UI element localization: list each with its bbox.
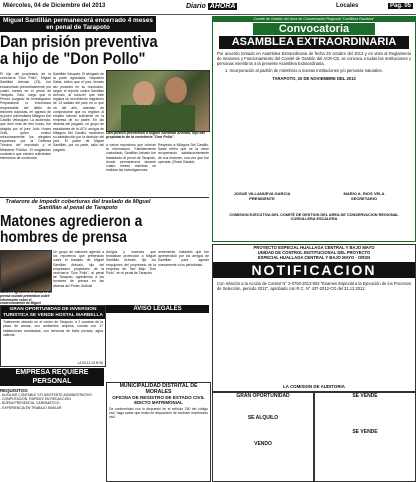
notificacion-box: [212, 244, 416, 392]
convocatoria-body: Por acuerdo tomado en Asamblea Extraordinaria de fecha 25 octubre del 2013 y en vista al Reglamento de Sesiones y Funcionamiento del Comité de Gestión del ACR-CE, se convoca a todas las Instituciones y personas miembros a la presente Asamblea Extraordinaria.: [217, 51, 411, 66]
oportunidad-title: GRAN OPORTUNIDAD: [236, 393, 290, 399]
issue-date: Miércoles, 04 de Diciembre del 2013: [3, 3, 106, 9]
story1-body-col3: a varios reporteros que cubrían la información. Familiarmente custodiado, Santillán Arévalo fue trasladado al penal de Tarapoto, donde permanecerá durante cuatro meses mientras se realizan las investigaciones.: [106, 143, 156, 173]
signature-2: [317, 191, 411, 201]
municipal-sub: OFICINA DE REGISTRO DE ESTADO CIVIL: [112, 395, 205, 400]
divider: [0, 197, 209, 198]
notificacion-body: Con relación a la Acción de Control N° 2-0750-2013-002 "Examen Especial a la Ejecución de los Procesos de Selección, periodo 2012", aprobado con R.C. N° 437-2012-CG del 21.12.2012.: [217, 281, 411, 291]
aviso-legales: [106, 305, 209, 317]
uniform-shape: [121, 105, 195, 131]
story2-body-col3: rentemente, instantes que fue aprehendido por los amigos de Santillán para agredir nuevamente a los periodistas.: [158, 250, 209, 267]
agenda-number: 1.: [225, 68, 229, 73]
hostal-ad-title: GRAN OPORTUNIDAD DE INVERSION TURISTICA SE VENDE HOSTAL MARBELLA: [1, 306, 105, 319]
convocatoria-agenda: 1. Incorporación al padrón de miembros a nuevas Instituciones y/o personas naturales.: [225, 68, 383, 73]
alquilo-title: SE ALQUILO: [247, 415, 279, 421]
story1-kicker-box: [0, 16, 156, 32]
story1-kicker: Miguel Santillán permanecerá encerrado 4 meses en penal de Tarapoto: [0, 16, 156, 32]
story2-body-col1: Un grupo de matones agredió a los reporteros que pretendían cubrir el traslado de Miguel Santillán Arévalo, hijo del empresario propietario de la cevichería "Don Pollo", al penal de Tarapoto, agrediendo a los hombres de prensa en las afueras del Poder Judicial.: [53, 250, 104, 288]
empresa-ad-title: EMPRESA REQUIERE PERSONAL: [0, 368, 104, 386]
person-figure: [133, 81, 155, 107]
story2-body-col2: Amigos y matones que brindaban protección a Miguel Santillán Arévalo, fijó los empujones del propietario de la empresa de Taxi Bajo "Don Pollo", en el penal de Tarapoto.: [106, 250, 156, 276]
page-header: [0, 0, 416, 15]
hostal-ad-body: Totalmente ubicado en el centro de Tarapoto, a 2 cuadras de la plaza de armas, con ambientes amplios, cuenta con 17 habitaciones amobladas, con servicios de baño privado, agua caliente.: [3, 320, 103, 337]
hostal-ad: [0, 305, 106, 367]
municipal-body: De conformidad con lo dispuesto en el artículo 250 del código civil, hago saber que están en disposición de contraer matrimonio civil.: [109, 406, 208, 420]
story1-body-col2: Santillán Vásquez. El abogado de la parte agraviada, Napoleón Salas, indicó que el juez Vences así procedió en su resolución, según el reporte contra Santillán Arévalo, al conocer que éste registra un movimiento migratorio de 13 salidas del país en lo que va del año, además de comprobarse que no registra al empleo laboral suficiente en la empresa de su padre. En las afueras del juzgado, un grupo de estudiantes de la UCV, amigos de Milagros Del Castillo, mostraron su satisfacción por la decisión del juez. El padre de Miguel Santillán, por su parte, salió del juzgado.: [53, 72, 104, 152]
brand-logo: AHORA: [209, 3, 236, 10]
convocatoria-top: Comité de Gestión del Area de Conservación Regional "Cordillera Escalera": [213, 17, 415, 22]
sig2-name: MARIO A. RIOS VELA: [343, 191, 385, 196]
story2-headline: Matones agredieron a hombres de prensa: [0, 214, 143, 246]
story1-headline: Dan prisión preventiva a hijo de "Don Pollo": [0, 33, 158, 67]
proj1: PROYECTO ESPECIAL HUALLAGA CENTRAL Y BAJO MAYO: [253, 245, 375, 250]
person-figure: [165, 77, 187, 103]
empresa-ad-body: - AUXILIAR CONTABLE Y/O ASISTENTE ADMINISTRATIVO - COMPUTACIÓN, RAPIDEZ EN REDACCIÓN - BUENA PRESENCIA, CARISMÁTICO - EXPERIENCIA EN TRABAJO SIMILAR: [0, 393, 92, 410]
page-number: Pag. 05: [390, 3, 412, 9]
convocatoria-title: Convocatoria: [253, 23, 375, 35]
newspaper-brand: [186, 3, 237, 10]
se-vende-b: SE VENDE: [352, 429, 378, 435]
municipal-title: MUNICIPALIDAD DISTRITAL DE MORALES: [119, 383, 198, 395]
hostal-ad-code: LA 03-12-13 N°06: [77, 361, 103, 365]
municipal-notice: [106, 382, 211, 482]
story2-photo: [0, 250, 52, 292]
proj2: UNIDAD DE CONTROL INSTITUCIONAL DEL PROYECTO: [257, 250, 371, 255]
empresa-ad-req: REQUISITOS:: [0, 388, 29, 393]
aviso-title: AVISO LEGALES: [106, 305, 209, 313]
brand-prefix: Diario: [186, 3, 206, 10]
se-vende-a: SE VENDE: [352, 393, 378, 399]
notificacion-comision: LA COMISION DE AUDITORIA: [283, 384, 345, 389]
convocatoria-title2: ASAMBLEA EXTRAORDINARIA: [219, 36, 409, 49]
se-vende-box: [314, 392, 416, 482]
sig2-role: SECRETARIO: [351, 196, 377, 201]
sig1-name: JOSUE VILLANUEVA GARCIA: [233, 191, 291, 196]
sig1-role: PRESIDENTE: [249, 196, 275, 201]
vendo-title: VENDO: [254, 441, 272, 447]
oportunidad-box: [212, 392, 314, 482]
proj3: ESPECIAL HUALLAGA CENTRAL Y BAJO MAYO - ORSN: [257, 255, 371, 260]
story1-photo: [106, 70, 210, 132]
convocatoria-box: [212, 16, 416, 242]
convocatoria-foot: COMISION EJECUTIVA DEL COMITÉ DE GESTION DEL AREA DE CONSERVACION REGIONAL CORDILLERA ESCALERA: [229, 213, 399, 221]
convocatoria-date: TARAPOTO, 20 DE NOVIEMBRE DEL 2013: [272, 76, 356, 81]
empresa-ad: [0, 368, 104, 480]
section-name: Locales: [336, 3, 359, 9]
notificacion-title: NOTIFICACION: [213, 262, 415, 278]
signature-1: [217, 191, 307, 201]
story2-caption: Matones agredieron a hombres de prensa cuando pretendían cubrir información sobre el encarcelamiento de Miguel: [0, 291, 52, 306]
story2-kicker: Tratarore de impedir coberturas del traslado de Miguel Santillán al penal de Tarapoto: [5, 199, 151, 212]
story1-caption: Dan prisión preventiva a Miguel Santillán Arévalo, hijo del propietario de la cevichería "Don Pollo".: [106, 131, 205, 140]
story1-body-col1: El hijo del propietario de la cevichería "Don Pollo", Miguel Santillán Arévalo (23), fue encarcelado preventivamente por cuatro meses en el penal de Tarapoto. Esto, luego que el Primer Juzgado de Investigación Preparatoria lo encontrara responsable del delito de lesiones culposas, en agravio de la joven universitaria Milagros Del Castillo Velasquez. La audiencia, que duró más de tres horas, fue dirigida por el juez Julio Hoces Ortiz, quien evaluó minuciosamente los alegatos expuestos por la Defensa Técnica del imputado y el Ministerio Público. El magistrado consideró que existen suficientes elementos de convicción.: [0, 72, 51, 161]
story1-body-col4: Respecto a Milagros Del Castillo, Salas refirió que se la viene recuperando satisfactoriamente de sus lesiones, una vez que fue operada. (Rossi Gárate).: [158, 143, 209, 164]
municipal-sub2: EDICTO MATRIMONIAL: [134, 400, 183, 406]
